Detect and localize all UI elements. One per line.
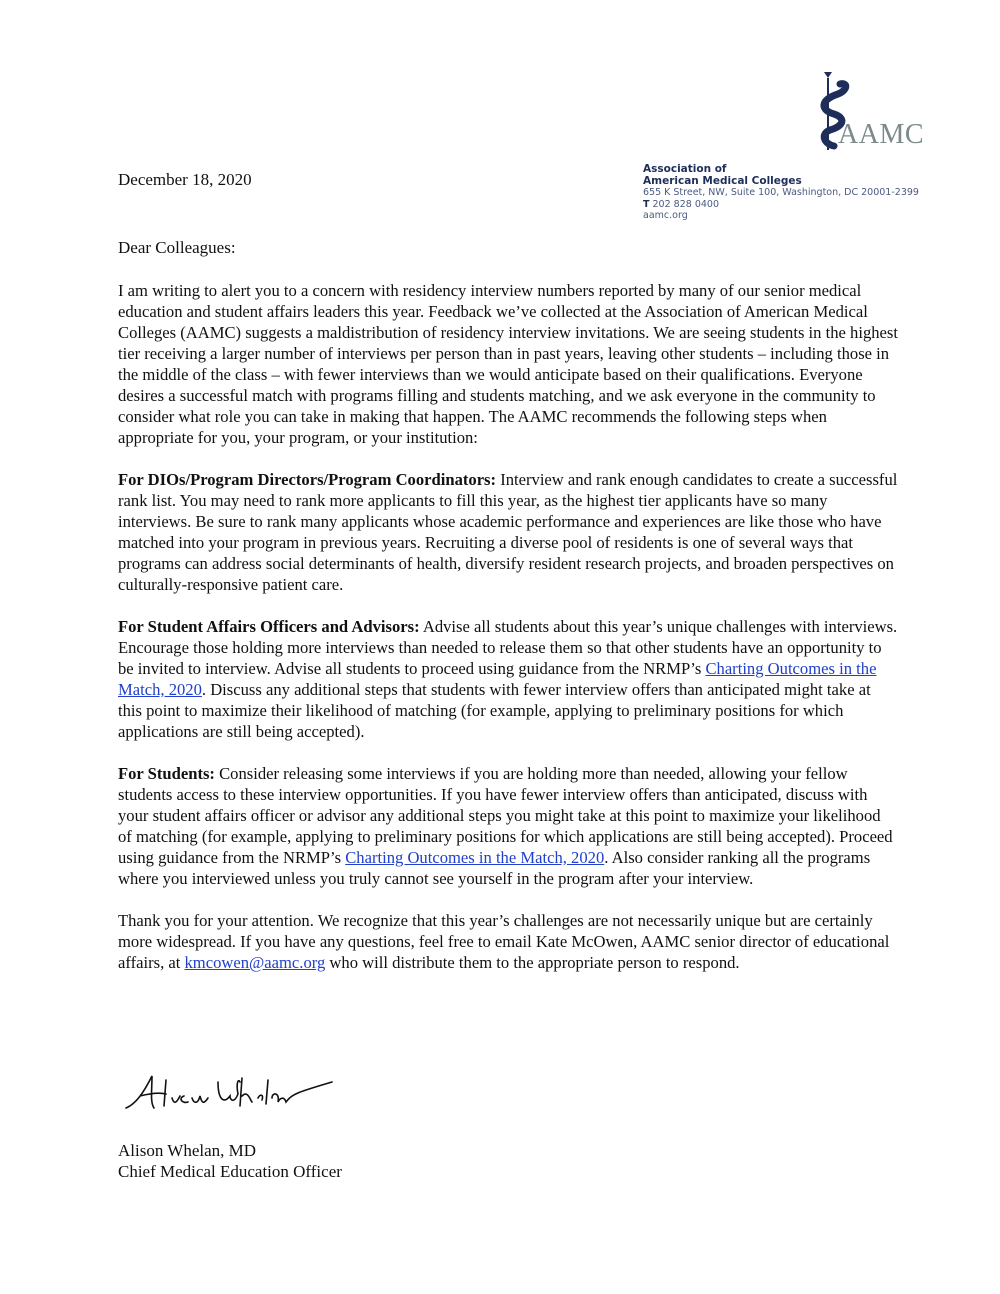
closing-text: Thank you for your attention. We recognize that this year’s challenges are not necessarily unique but are certainly more widespread. If you have any questions, feel free to email Kate McOwen, AAMC senior director of educational affairs, at <box>118 911 890 972</box>
signer-block <box>118 1140 342 1182</box>
students-text: Consider releasing some interviews if you are holding more than needed, allowing your fellow students access to these interview opportunities. If you have fewer interview offers than anticipated, discuss with your student affairs officer or advisor any additional steps you might take at this point to maximize your likelihood of matching (for example, applying to preliminary positions for which applications are still being accepted). Proceed using guidance from the NRMP’s <box>118 764 893 867</box>
org-phone <box>643 199 919 211</box>
dios-paragraph <box>118 469 898 595</box>
phone-number: 202 828 0400 <box>652 198 719 210</box>
aamc-logo-text: AAMC <box>838 119 925 150</box>
students-heading: For Students: <box>118 764 215 783</box>
intro-paragraph: I am writing to alert you to a concern with residency interview numbers reported by many of our senior medical education and student affairs leaders this year. Feedback we’ve collected at the Association of American Medical Colleges (AAMC) suggests a maldistribution of residency interview invitations. We are seeing students in the highest tier receiving a larger number of interviews per person than in past years, leaving other students – including those in the middle of the class – with fewer interviews than we would anticipate based on their qualifications. Everyone desires a successful match with programs filling and students matching, and we ask everyone in the community to consider what role you can take in making that happen. The AAMC recommends the following steps when appropriate for you, your program, or your institution: <box>118 281 898 447</box>
email-link[interactable]: kmcowen@aamc.org <box>184 953 326 972</box>
closing-paragraph <box>118 910 898 973</box>
org-name-line1: Association of <box>643 163 727 175</box>
org-name-line2: American Medical Colleges <box>643 174 802 187</box>
signer-name: Alison Whelan, MD <box>118 1141 257 1160</box>
closing-text-cont: who will distribute them to the appropriate person to respond. <box>325 953 740 972</box>
salutation: Dear Colleagues: <box>118 238 236 257</box>
students-text-cont: . Also consider ranking all the programs where you interviewed unless you truly cannot see yourself in the program after your interview. <box>118 848 871 888</box>
org-address: 655 K Street, NW, Suite 100, Washington, DC 20001-2399 <box>643 187 919 198</box>
charting-outcomes-link[interactable]: Charting Outcomes in the Match, 2020 <box>118 659 877 699</box>
dios-text: Interview and rank enough candidates to create a successful rank list. You may need to rank more applicants to fill this year, as the highest tier applicants have so many interviews. Be sure to rank many applicants whose academic performance and experiences are like those who have matched into your program in previous years. Recruiting a diverse pool of residents is one of several ways that programs can address social determinants of health, diversify resident research projects, and broaden perspectives on culturally-responsive patient care. <box>118 470 898 594</box>
letter-body <box>118 280 898 994</box>
dios-heading: For DIOs/Program Directors/Program Coordinators: <box>118 470 497 489</box>
students-paragraph <box>118 763 898 889</box>
sao-heading: For Student Affairs Officers and Advisors: <box>118 617 420 636</box>
signer-title: Chief Medical Education Officer <box>118 1162 342 1181</box>
sao-text-cont: . Discuss any additional steps that students with fewer interview offers than anticipated might take at this point to maximize their likelihood of matching (for example, applying to preliminary positions for which applications are still being accepted). <box>118 680 871 741</box>
sao-paragraph <box>118 616 898 742</box>
charting-outcomes-link-2[interactable]: Charting Outcomes in the Match, 2020 <box>345 848 605 867</box>
letter-date: December 18, 2020 <box>118 170 252 189</box>
phone-label: T <box>643 198 650 210</box>
letterhead-address-block <box>643 164 919 222</box>
org-website: aamc.org <box>643 210 688 221</box>
sao-text: Advise all students about this year’s unique challenges with interviews. Encourage those holding more interviews than needed to release them so that other students have an opportunity to be invited to interview. Advise all students to proceed using guidance from the NRMP’s <box>118 617 898 678</box>
handwritten-signature <box>122 1070 352 1120</box>
